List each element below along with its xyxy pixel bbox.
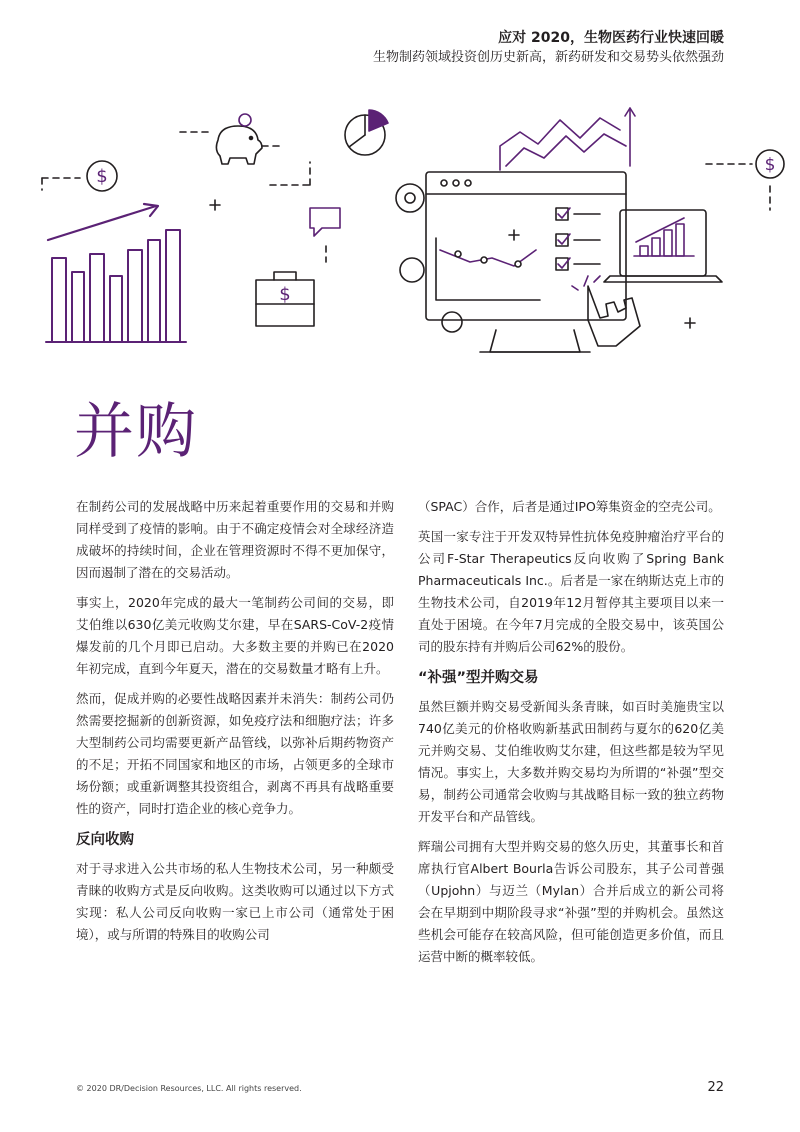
section-heading: 反向收购 — [76, 832, 134, 848]
page-title: 并购 — [74, 397, 198, 467]
paragraph: 事实上，2020年完成的最大一笔制药公司间的交易，即艾伯维以630亿美元收购艾尔建，早在SARS-CoV-2疫情爆发前的几个月即已启动。大多数主要的并购已在2020年初完成，直到今年夏天，潜在的交易数量才略有上升。 — [76, 595, 394, 676]
paragraph: （SPAC）合作，后者是通过IPO筹集资金的空壳公司。 — [418, 499, 721, 514]
gear-icon — [396, 184, 462, 332]
page-number: 22 — [707, 1080, 724, 1095]
header-title: 应对 2020，生物医药行业快速回暖 — [498, 30, 724, 46]
paragraph: 对于寻求进入公共市场的私人生物技术公司，另一种颇受青睐的收购方式是反向收购。这类收购可以通过以下方式实现：私人公司反向收购一家已上市公司（通常处于困境），或与所谓的特殊目的收购公司 — [76, 861, 394, 942]
footer-copyright: © 2020 DR/Decision Resources, LLC. All rights reserved. — [76, 1084, 302, 1093]
page-header — [373, 28, 724, 68]
svg-text:$: $ — [96, 166, 108, 187]
bar-chart-icon — [46, 230, 186, 342]
paragraph: 辉瑞公司拥有大型并购交易的悠久历史，其董事长和首席执行官Albert Bourla告诉公司股东，其子公司普强（Upjohn）与迈兰（Mylan）合并后成立的新公司将会在早期到中期阶段寻求“补强”型的并购机会。虽然这些机会可能存在较高风险，但可能创造更多价值，而且运营中断的概率较低。 — [418, 839, 724, 964]
dollar-circle-icon — [87, 161, 117, 191]
svg-text:$: $ — [279, 284, 291, 305]
dollar-circle-icon — [756, 150, 784, 178]
paragraph: 英国一家专注于开发双特异性抗体免疫肿瘤治疗平台的公司F-Star Therapeutics反向收购了Spring Bank Pharmaceuticals Inc.。后者是一家在纳斯达克上市的生物技术公司，自2019年12月暂停其主要项目以来一直处于困境。在今年7月完成的全股交易中，该英国公司的股东持有并购后公司62%的股份。 — [418, 529, 724, 654]
left-column — [76, 496, 394, 954]
monitor-icon — [426, 172, 626, 352]
section-heading: “补强”型并购交易 — [418, 670, 539, 686]
checklist-icon — [556, 208, 600, 270]
pie-chart-icon — [345, 110, 388, 155]
right-column — [418, 496, 724, 976]
header-subtitle: 生物制药领域投资创历史新高，新药研发和交易势头依然强劲 — [372, 50, 724, 65]
piggy-bank-icon — [216, 114, 262, 164]
illustration — [0, 90, 800, 390]
paragraph: 然而，促成并购的必要性战略因素并未消失：制药公司仍然需要挖掘新的创新资源，如免疫疗法和细胞疗法；许多大型制药公司均需要更新产品管线，以弥补后期药物资产的不足；开拓不同国家和地区的市场，占领更多的全球市场份额；或重新调整其投资组合，剥离不再具有战略重要性的资产，同时打造企业的核心竞争力。 — [76, 691, 394, 816]
briefcase-icon — [256, 272, 314, 326]
hand-pointer-icon — [572, 276, 640, 346]
chat-bubble-icon — [310, 208, 340, 236]
svg-text:$: $ — [764, 155, 776, 175]
paragraph: 虽然巨额并购交易受新闻头条青睐，如百时美施贵宝以740亿美元的价格收购新基武田制药与夏尔的620亿美元并购交易、艾伯维收购艾尔建，但这些都是较为罕见情况。事实上，大多数并购交易均为所谓的“补强”型交易，制药公司通常会收购与其战略目标一致的独立药物开发平台和产品管线。 — [418, 699, 724, 824]
paragraph: 在制药公司的发展战略中历来起着重要作用的交易和并购同样受到了疫情的影响。由于不确定疫情会对全球经济造成破坏的持续时间，企业在管理资源时不得不更加保守，因而遏制了潜在的交易活动。 — [76, 499, 394, 580]
laptop-icon — [604, 210, 722, 282]
